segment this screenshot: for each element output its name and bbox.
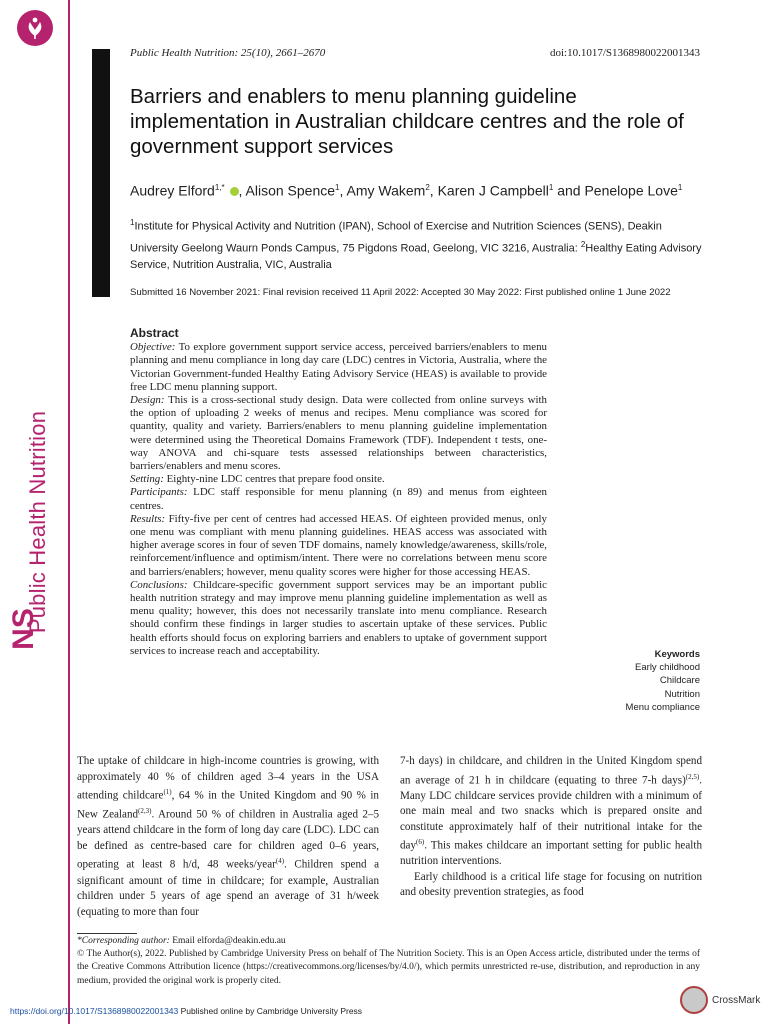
abstract-section (130, 473, 547, 486)
bottom-doi (10, 1006, 362, 1016)
keywords-list (560, 661, 700, 714)
author-separator: and (553, 182, 585, 199)
citation-mark: (6) (416, 838, 425, 847)
footnotes (77, 935, 700, 988)
abstract-label: Participants: (130, 486, 188, 499)
author-separator: , (339, 182, 347, 199)
author-affiliation-mark: 1 (548, 183, 554, 192)
orcid-icon[interactable] (230, 187, 239, 196)
abstract-label: Setting: (130, 473, 164, 486)
corresponding-email[interactable]: Email elforda@deakin.edu.au (169, 936, 286, 946)
article-title: Barriers and enablers to menu planning guideline implementation in Australian childcare centres and the role of government support services (130, 85, 684, 158)
abstract-text: Childcare-specific government support services may be an important public health nutrition strategy and may improve menu planning guideline implementation as well as menu quality; however, this does not necessarily translate into menu compliance. Research should confirm these findings in larger studies to ascertain uptake of these services. Public health efforts should focus on exploring barriers and enablers to uptake of government support services to increase reach and acceptability. (130, 578, 547, 657)
abstract-label: Results: (130, 512, 166, 525)
ns-logo: NS (7, 608, 40, 650)
affiliation-mark: 2 (580, 239, 586, 249)
keywords-heading: Keywords (654, 649, 700, 660)
author-separator: , (238, 182, 246, 199)
affiliations (130, 214, 712, 274)
author-affiliation-mark: 2 (425, 183, 430, 192)
submission-dates: Submitted 16 November 2021: Final revision received 11 April 2022: Accepted 30 May 2022: First published online 1 June 2022 (130, 287, 671, 298)
body-paragraph (400, 754, 702, 870)
abstract-text: To explore government support service access, perceived barriers/enablers to menu planning and menu compliance in long day care (LDC) centres in Victoria, Australia, where the Victorian Government-funded Healthy Eating Advisory Service (HEAS) is available to provide free LDC menu planning support. (130, 341, 547, 393)
author-affiliation-mark: 1 (677, 183, 683, 192)
abstract-section (130, 513, 547, 579)
keyword-item: Nutrition (664, 688, 700, 700)
abstract-text: Fifty-five per cent of centres had accessed HEAS. Of eighteen provided menus, only one menu was compliant with menu planning guidelines. HEAS access was associated with higher average scores in four of seven TDF domains, namely knowledge/awareness, skills/role, reinforcement/influence and optimism/intent. There were no correlations between menu score and barriers/enablers; however, menu quality scores were higher for those accessing HEAS. (130, 512, 547, 578)
citation-mark: (4) (275, 857, 285, 866)
author-separator: , (429, 182, 438, 199)
body-paragraph (77, 754, 379, 920)
journal-logo-icon (17, 10, 53, 46)
affiliation-text: Healthy Eating Advisory Service, Nutrition Australia, VIC, Australia (130, 242, 702, 272)
keyword-item: Childcare (659, 675, 700, 687)
sidebar-rule (68, 0, 70, 1024)
abstract-label: Objective: (130, 341, 176, 354)
author-name: Penelope Love (584, 182, 678, 199)
citation-mark: (1) (163, 788, 172, 796)
crossmark-icon (680, 986, 708, 1014)
corresponding-label: *Corresponding author: (77, 936, 170, 946)
footnote-rule (77, 933, 137, 934)
abstract-text: Eighty-nine LDC centres that prepare food onsite. (163, 473, 385, 486)
affiliation-text: Institute for Physical Activity and Nutrition (IPAN), School of Exercise and Nutrition Sciences (SENS), Deakin University Geelong Waurn Ponds Campus, 75 Pigdons Road, Geelong, VIC 3216, Australia: (130, 220, 662, 255)
author-affiliation-mark: 1,* (214, 183, 225, 192)
author-name: Alison Spence (245, 182, 336, 199)
body-column-right (400, 754, 702, 901)
keywords (560, 648, 700, 714)
author-list (130, 178, 690, 201)
body-text: , 64 % in the United Kingdom and 90 % in New Zealand (77, 789, 379, 821)
body-text: . Many LDC childcare services provide children with a minimum of one main meal and two snacks which is prepared onsite and constitute approximately half of their nutritional intake for the day (400, 774, 702, 852)
author-name: Audrey Elford (130, 182, 215, 199)
abstract-section (130, 394, 547, 473)
journal-reference: Public Health Nutrition: 25(10), 2661–2670 (130, 47, 326, 59)
doi-header: doi:10.1017/S1368980022001343 (549, 47, 700, 59)
body-text: The uptake of childcare in high-income countries is growing, with approximately 40 % of children aged 3–4 years in the USA attending childcare (77, 755, 379, 802)
author-name: Amy Wakem (346, 182, 426, 199)
doi-link[interactable]: https://doi.org/10.1017/S1368980022001343 (10, 1006, 179, 1016)
citation-mark: (2,5) (685, 772, 700, 781)
author-name: Karen J Campbell (437, 182, 549, 199)
body-text: . Around 50 % of children in Australia aged 2–5 years attend childcare in the form of long day care (LDC). LDC can be defined as centre-based care for children aged 0–6 years, operating at least 8 h/d, 48 weeks/year (77, 808, 380, 872)
abstract-section (130, 486, 547, 512)
keyword-item: Menu compliance (625, 701, 700, 713)
author-affiliation-mark: 1 (335, 183, 340, 192)
corresponding-author (77, 935, 700, 948)
abstract-text: LDC staff responsible for menu planning (n 89) and menus from eighteen centres. (130, 486, 547, 512)
abstract-section (130, 341, 547, 394)
crossmark-label: CrossMark (712, 994, 761, 1006)
body-text: . Children spend a significant amount of time in childcare; for example, Australian children under 5 years of age spend an average of 31 h/week (equating to more than four (77, 859, 379, 918)
body-text: . This makes childcare an important setting for public health nutrition interventions. (400, 839, 702, 868)
body-text: 7-h days) in childcare, and children in the United Kingdom spend an average of 21 h in childcare (equating to three 7-h days) (400, 755, 702, 787)
abstract-section (130, 579, 547, 658)
body-paragraph: Early childhood is a critical life stage for focusing on nutrition and obesity prevention strategies, as food (400, 870, 702, 899)
affiliation-mark: 1 (130, 218, 135, 227)
abstract-heading: Abstract (130, 326, 179, 340)
keyword-item: Early childhood (635, 662, 700, 674)
abstract (130, 327, 547, 658)
license-text: © The Author(s), 2022. Published by Cambridge University Press on behalf of The Nutrition Society. This is an Open Access article, distributed under the terms of the Creative Commons Attribution licence (https://creativecommons.org/licenses/by/4.0/), which permits unrestricted re-use, distribution, and reproduction in any medium, provided the original work is properly cited. (77, 949, 700, 986)
journal-vertical-title: Public Health Nutrition (25, 410, 50, 634)
abstract-body (130, 341, 547, 658)
abstract-label: Design: (130, 394, 165, 407)
body-column-left (77, 754, 379, 920)
abstract-label: Conclusions: (130, 578, 188, 591)
citation-mark: (2,3) (138, 807, 152, 816)
abstract-text: This is a cross-sectional study design. Data were collected from online surveys with the option of uploading 2 weeks of menus and recipes. Menu compliance was scored for quantity, quality and variety. Barriers/enablers to menu planning guideline implementation were determined using the Theoretical Domains Framework (TDF). Independent t tests, one-way ANOVA and chi-square tests assessed relationships between characteristics, barriers/enablers and menu scores. (130, 394, 547, 473)
title-bar (92, 49, 110, 297)
crossmark-badge[interactable] (680, 985, 760, 1015)
published-by: Published online by Cambridge University Press (178, 1006, 363, 1016)
